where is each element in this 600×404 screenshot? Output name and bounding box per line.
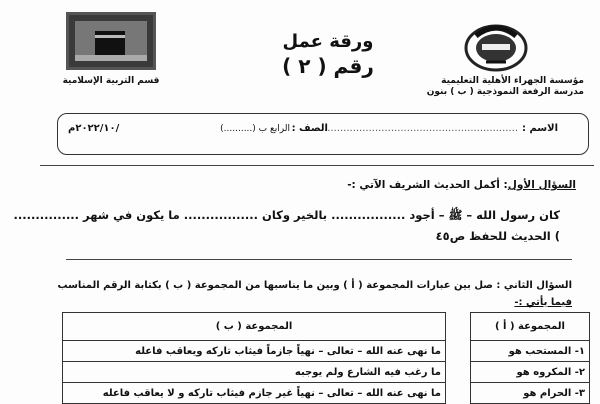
worksheet-title (268, 30, 388, 78)
name-label: الاسم : (521, 123, 558, 134)
group-a-item: ٣- الحرام هو (471, 383, 590, 404)
answer-cell[interactable] (446, 383, 471, 404)
q1-hadith-line-1[interactable]: كان رسول الله – ﷺ – أجود ................. بالخير وكان ................. ما يكون في شهر ............... (13, 208, 560, 222)
class-label: الصف : (291, 123, 328, 134)
department-label: قسم التربية الإسلامية (62, 76, 160, 86)
header-group-b: المجموعة ( ب ) (63, 313, 446, 341)
divider-middle (66, 259, 572, 260)
class-field[interactable]: الرابع ب (..........) (220, 124, 290, 134)
divider-top (40, 165, 594, 166)
table-row (63, 383, 590, 404)
group-b-item: ما رغب فيه الشارع ولم يوجبه (63, 362, 446, 383)
answer-cell[interactable] (446, 341, 471, 362)
group-a-item: ١- المستحب هو (471, 341, 590, 362)
kaaba-photo-icon (66, 12, 156, 70)
name-field[interactable]: ............................................................... (317, 123, 518, 134)
header-group-a: المجموعة ( أ ) (471, 313, 590, 341)
group-b-item: ما نهى عنه الله – تعالى – نهياً غير جازم فيثاب تاركه و لا يعاقب فاعله (63, 383, 446, 404)
group-a-item: ٢- المكروه هو (471, 362, 590, 383)
title-line-2: رقم ( ٢ ) (282, 54, 374, 78)
date-field[interactable]: /٢٠٢٢/١٠م (68, 123, 120, 134)
school-emblem-icon (446, 18, 546, 76)
q1-hadith-line-2: ) الحديث للحفظ ص٤٥ (435, 229, 560, 243)
answer-cell[interactable] (446, 362, 471, 383)
school-name (384, 76, 584, 98)
table-header-row (63, 313, 590, 341)
org-line-2: مدرسة الرفعة النموذجية ( ب ) بنون (426, 87, 584, 97)
table-row (63, 341, 590, 362)
title-line-1: ورقة عمل (282, 31, 374, 52)
q1-heading (347, 179, 576, 191)
q2-heading: السؤال الثاني : صل بين عبارات المجموعة ( أ ) وبين ما يناسبها من المجموعة ( ب ) بكتابة الرقم المناسب (57, 280, 572, 291)
answer-column-header (446, 313, 471, 341)
table-row (63, 362, 590, 383)
q1-heading-instruction: : أكمل الحديث الشريف الآتي :- (347, 179, 508, 191)
q1-heading-label: السؤال الأول (507, 179, 576, 191)
student-info-row (58, 123, 558, 141)
org-line-1: مؤسسة الجهراء الأهلية التعليمية (441, 76, 584, 86)
group-b-item: ما نهى عنه الله – تعالى – نهياً جازماً فيثاب تاركه ويعاقب فاعله (63, 341, 446, 362)
matching-table (62, 312, 590, 404)
q2-heading-continued: فيما يأتي :- (514, 297, 572, 308)
